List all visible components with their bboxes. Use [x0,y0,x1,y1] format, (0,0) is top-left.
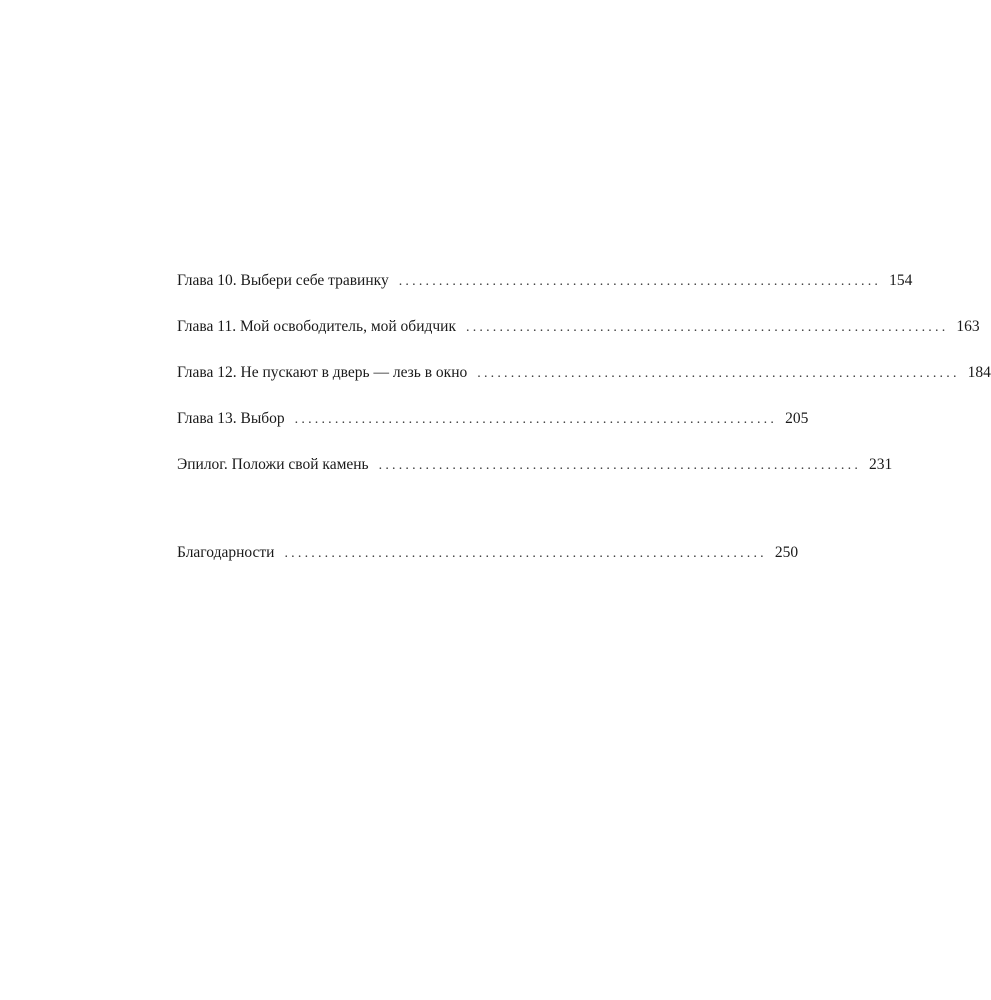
toc-entry-page-number: 154 [889,272,913,289]
dot-leader: ........................................................................ [294,412,778,427]
toc-entry-page-number: 163 [956,318,980,335]
toc-entry-title: Глава 11. Мой освободитель, мой обидчик [177,318,456,335]
toc-entry-title: Глава 13. Выбор [177,410,285,427]
toc-entry-title: Эпилог. Положи свой камень [177,456,369,473]
table-of-contents [177,266,991,584]
toc-entry-chapter-11[interactable] [177,312,980,358]
toc-entry-title: Глава 10. Выбери себе травинку [177,272,389,289]
toc-entry-page-number: 184 [967,364,991,381]
toc-entry-title: Благодарности [177,544,275,561]
toc-entry-epilogue[interactable] [177,450,893,496]
toc-entry-chapter-12[interactable] [177,358,991,404]
toc-entry-page-number: 250 [774,544,799,561]
dot-leader: ........................................................................ [284,546,767,561]
toc-entry-chapter-10[interactable] [177,266,913,312]
toc-entry-title: Глава 12. Не пускают в дверь — лезь в окно [177,364,468,381]
toc-entry-page-number: 231 [869,456,893,473]
dot-leader: ........................................................................ [378,458,862,473]
dot-leader: ........................................................................ [398,274,882,289]
dot-leader: ........................................................................ [477,366,960,381]
toc-entry-acknowledgements[interactable] [177,538,799,584]
toc-entry-page-number: 205 [785,410,809,427]
toc-spacer [177,496,574,538]
dot-leader: ........................................................................ [466,320,949,335]
toc-entry-chapter-13[interactable] [177,404,809,450]
